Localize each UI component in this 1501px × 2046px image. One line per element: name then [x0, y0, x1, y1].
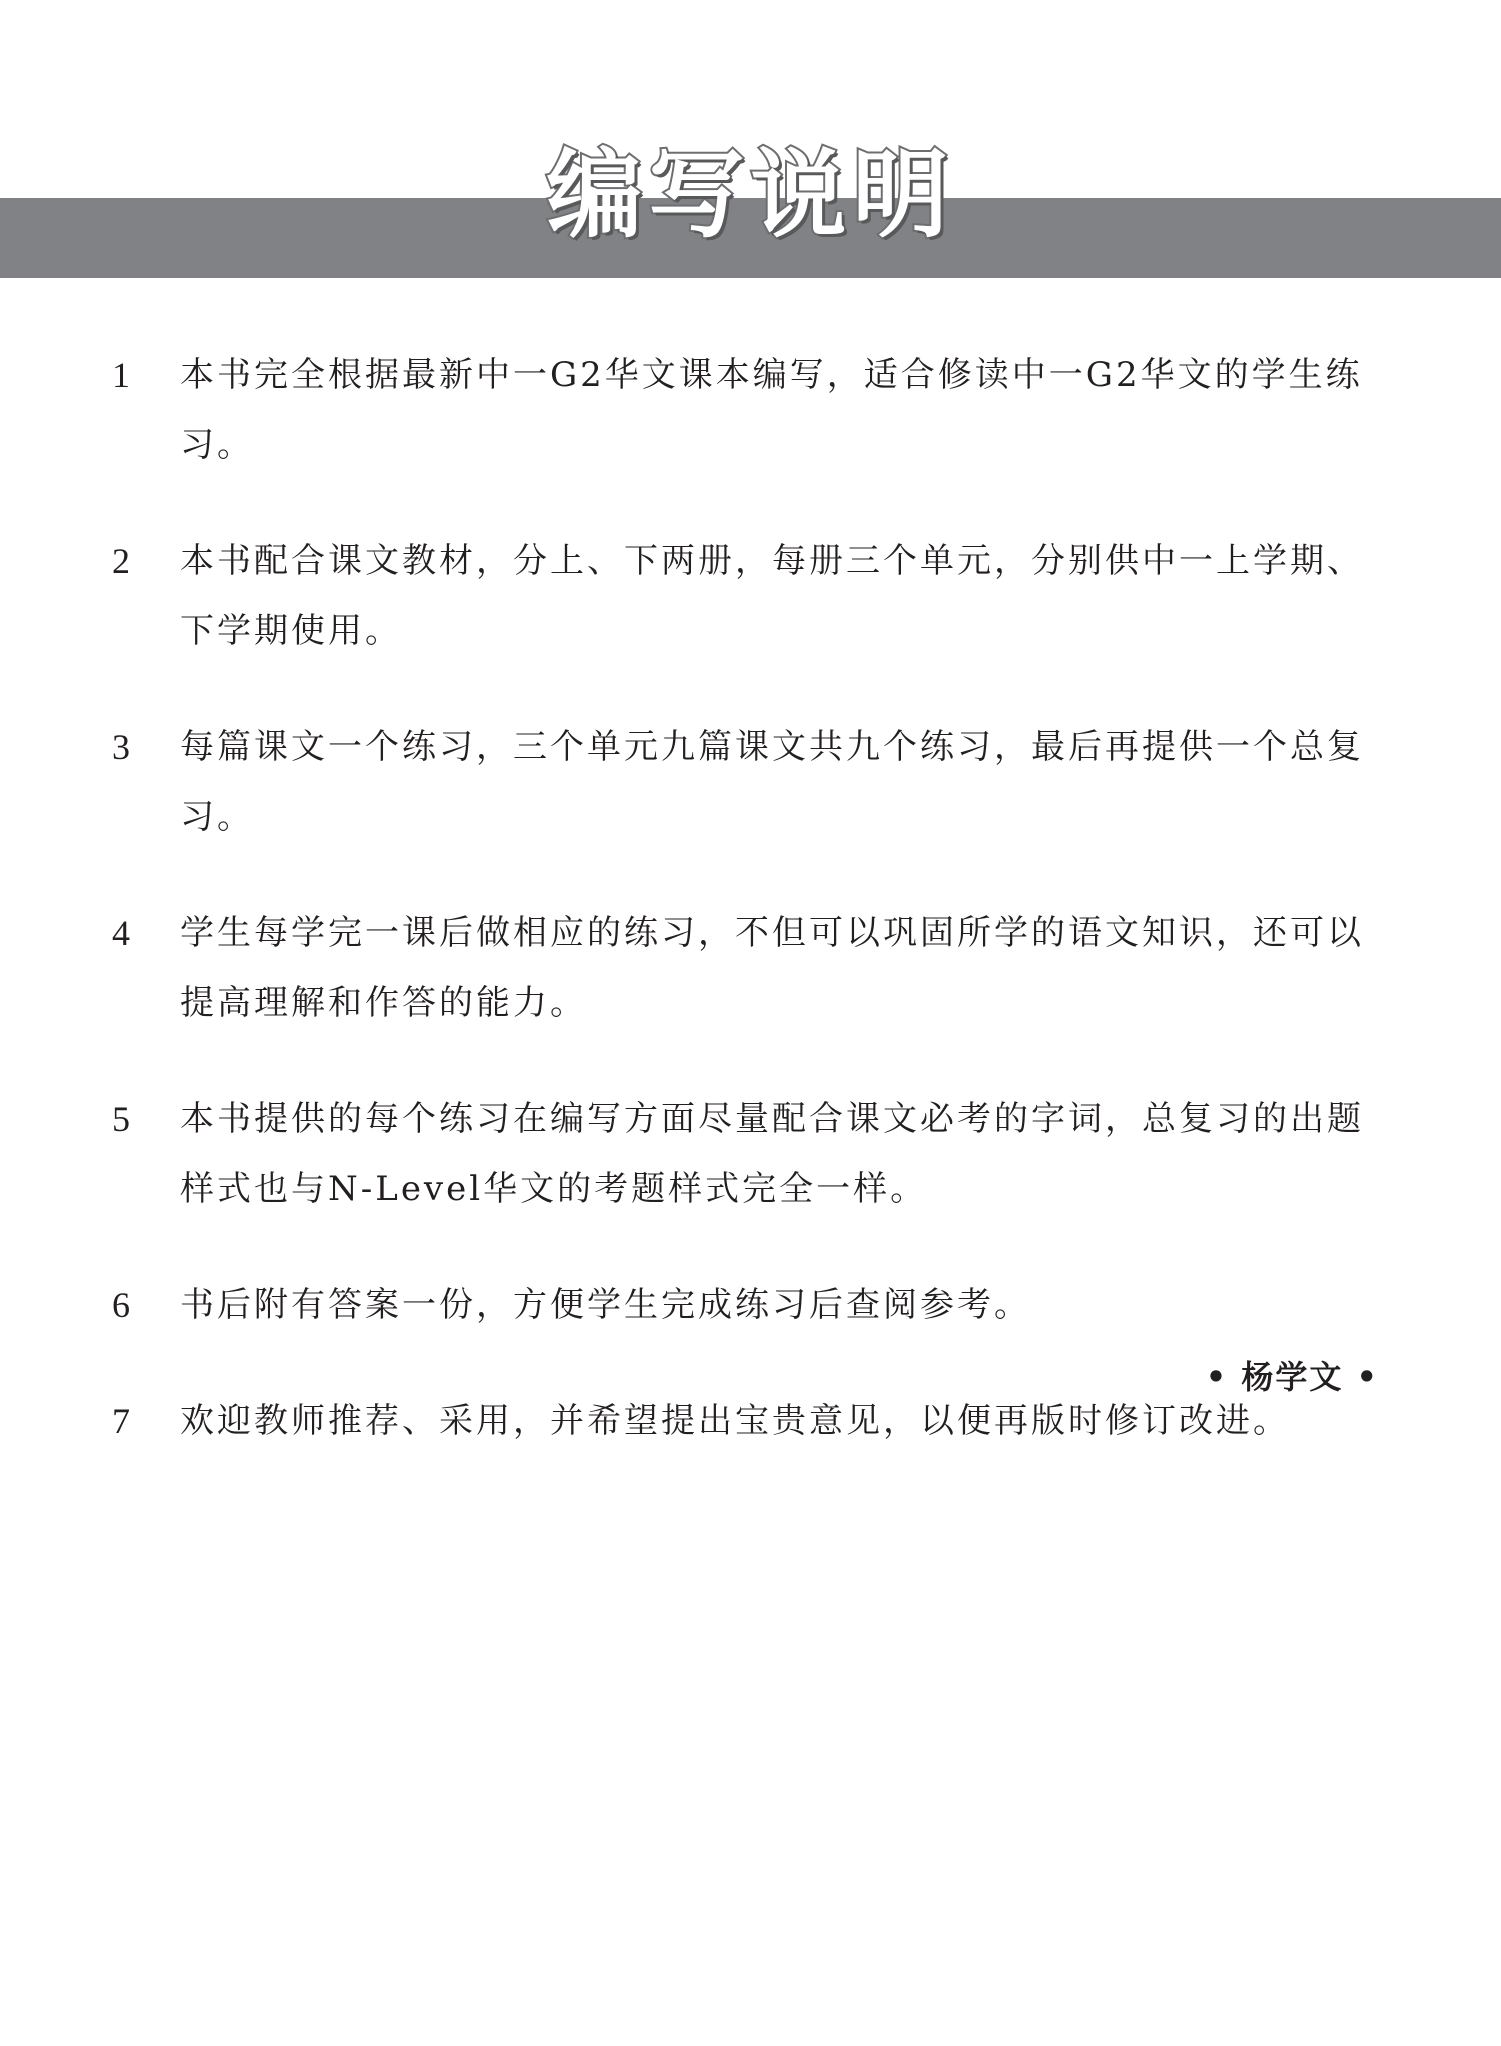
note-item [112, 712, 1392, 852]
note-item [112, 1084, 1392, 1224]
note-number: 2 [112, 541, 130, 581]
notes-list [112, 340, 1392, 1502]
note-item [112, 526, 1392, 666]
page-title: 编写说明 [546, 139, 955, 251]
note-text: 每篇课文一个练习，三个单元九篇课文共九个练习，最后再提供一个总复习。 [180, 727, 1364, 837]
note-number: 7 [112, 1401, 130, 1441]
note-number: 5 [112, 1099, 130, 1139]
note-number: 1 [112, 355, 130, 395]
note-item [112, 1386, 1392, 1456]
note-text: 欢迎教师推荐、采用，并希望提出宝贵意见，以便再版时修订改进。 [180, 1401, 1290, 1441]
note-number: 3 [112, 727, 130, 767]
note-text: 本书提供的每个练习在编写方面尽量配合课文必考的字词，总复习的出题样式也与N-Level华文的考题样式完全一样。 [180, 1099, 1364, 1209]
author-signature: • 杨学文 • [1205, 1358, 1379, 1396]
note-text: 本书完全根据最新中一G2华文课本编写，适合修读中一G2华文的学生练习。 [180, 355, 1363, 465]
note-text: 学生每学完一课后做相应的练习，不但可以巩固所学的语文知识，还可以提高理解和作答的能力。 [180, 913, 1364, 1023]
note-text: 书后附有答案一份，方便学生完成练习后查阅参考。 [180, 1285, 1031, 1325]
note-item [112, 340, 1392, 480]
note-number: 4 [112, 913, 130, 953]
note-text: 本书配合课文教材，分上、下两册，每册三个单元，分别供中一上学期、下学期使用。 [180, 541, 1364, 651]
note-item [112, 1270, 1392, 1340]
note-item [112, 898, 1392, 1038]
note-number: 6 [112, 1285, 130, 1325]
